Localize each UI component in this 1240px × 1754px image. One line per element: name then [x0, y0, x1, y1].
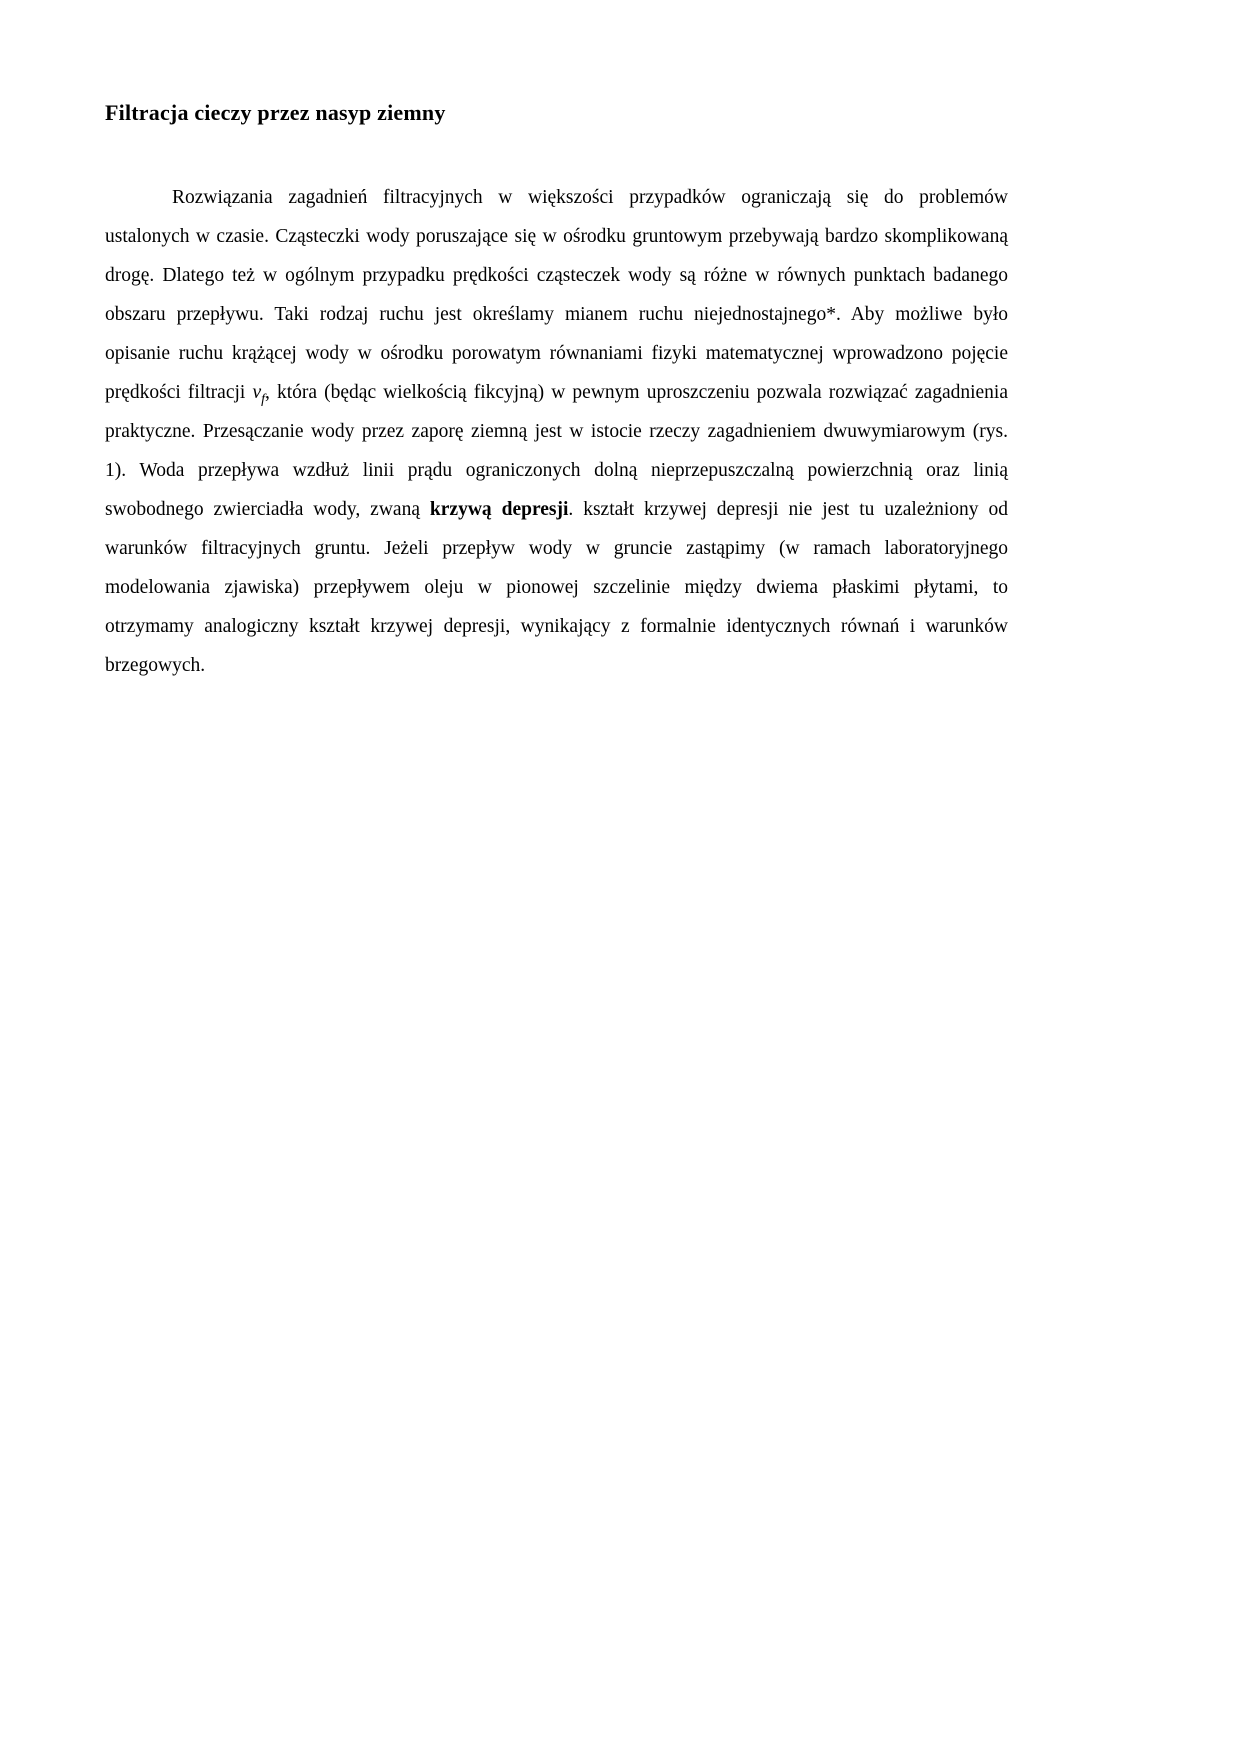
paragraph-text-run3: . kształt krzywej depresji nie jest tu uzależniony od warunków filtracyjnych gruntu. Jeżeli przepływ wody w gruncie zastąpimy (w ramach laboratoryjnego modelowania zjawiska) przepływem oleju w pionowej szczelinie między dwiema płaskimi płytami, to otrzymamy analogiczny kształt krzywej depresji, wynikający z formalnie identycznych równań i warunków brzegowych.: [105, 499, 1008, 676]
paragraph-text-run1: Rozwiązania zagadnień filtracyjnych w większości przypadków ograniczają się do problemów ustalonych w czasie. Cząsteczki wody poruszające się w ośrodku gruntowym przebywają bardzo skomplikowaną drogę. Dlatego też w ogólnym przypadku prędkości cząsteczek wody są różne w równych punktach badanego obszaru przepływu. Taki rodzaj ruchu jest określamy mianem ruchu niejednostajnego*. Aby możliwe było opisanie ruchu krążącej wody w ośrodku porowatym równaniami fizyki matematycznej wprowadzono pojęcie prędkości filtracji: [105, 187, 1008, 403]
filtration-velocity-symbol: [252, 382, 265, 407]
document-title: Filtracja cieczy przez nasyp ziemny: [105, 100, 446, 125]
bold-term-depression-curve: krzywą depresji: [429, 499, 569, 520]
paragraph-text-run2: , która (będąc wielkością fikcyjną) w pewnym uproszczeniu pozwala rozwiązać zagadnienia praktyczne. Przesączanie wody przez zaporę ziemną jest w istocie rzeczy zagadnieniem dwuwymiarowym (rys. 1). Woda przepływa wzdłuż linii prądu ograniczonych dolną nieprzepuszczalną powierzchnią oraz linią swobodnego zwierciadła wody, zwaną: [105, 382, 1009, 520]
body-paragraph: [105, 178, 1008, 685]
velocity-letter: v: [252, 382, 262, 403]
velocity-subscript: f: [261, 391, 265, 407]
